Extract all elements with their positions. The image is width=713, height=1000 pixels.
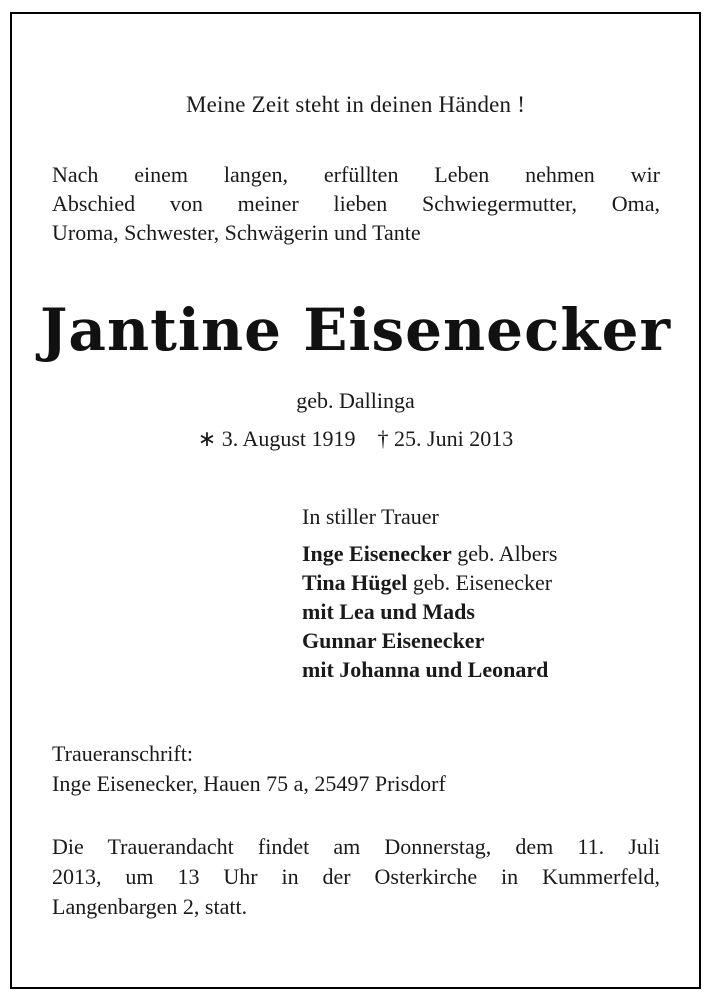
mourner-note: geb. Albers [451, 541, 558, 566]
address-value: Inge Eisenecker, Hauen 75 a, 25497 Prisdorf [52, 771, 446, 796]
mourner-line [302, 597, 557, 626]
motto: Meine Zeit steht in deinen Händen ! [185, 92, 526, 117]
mourner-note: geb. Eisenecker [407, 570, 553, 595]
birth-date: ∗ 3. August 1919 [197, 426, 356, 451]
obituary-notice [10, 12, 701, 989]
deceased-name: Jantine Eisenecker [39, 296, 672, 364]
intro-line: Nach einem langen, erfüllten Leben nehmen wir [52, 162, 660, 187]
born-name: geb. Dallinga [296, 388, 415, 413]
mourner-name: Inge Eisenecker [302, 541, 452, 566]
intro-text [52, 160, 660, 247]
mourner-name: mit Johanna und Leonard [302, 657, 549, 682]
mourner-line [302, 626, 557, 655]
service-line: Langenbargen 2, statt. [52, 894, 248, 919]
service-line: 2013, um 13 Uhr in der Osterkirche in Kummerfeld, [52, 864, 660, 889]
service-info [52, 832, 660, 922]
mourner-name: Gunnar Eisenecker [302, 628, 485, 653]
mourner-line [302, 568, 557, 597]
mourner-name: mit Lea und Mads [302, 599, 475, 624]
intro-line: Abschied von meiner lieben Schwiegermutter, Oma, [52, 191, 660, 216]
intro-line: Uroma, Schwester, Schwägerin und Tante [52, 220, 421, 245]
mourners-block [302, 502, 557, 684]
mourning-address [52, 739, 446, 799]
mourner-line [302, 655, 557, 684]
mourner-name: Tina Hügel [302, 570, 408, 595]
death-date: † 25. Juni 2013 [377, 426, 514, 451]
mourner-line [302, 539, 557, 568]
life-dates [12, 426, 699, 452]
mourners-heading: In stiller Trauer [302, 504, 439, 529]
service-line: Die Trauerandacht findet am Donnerstag, dem 11. Juli [52, 834, 660, 859]
address-label: Traueranschrift: [52, 741, 193, 766]
